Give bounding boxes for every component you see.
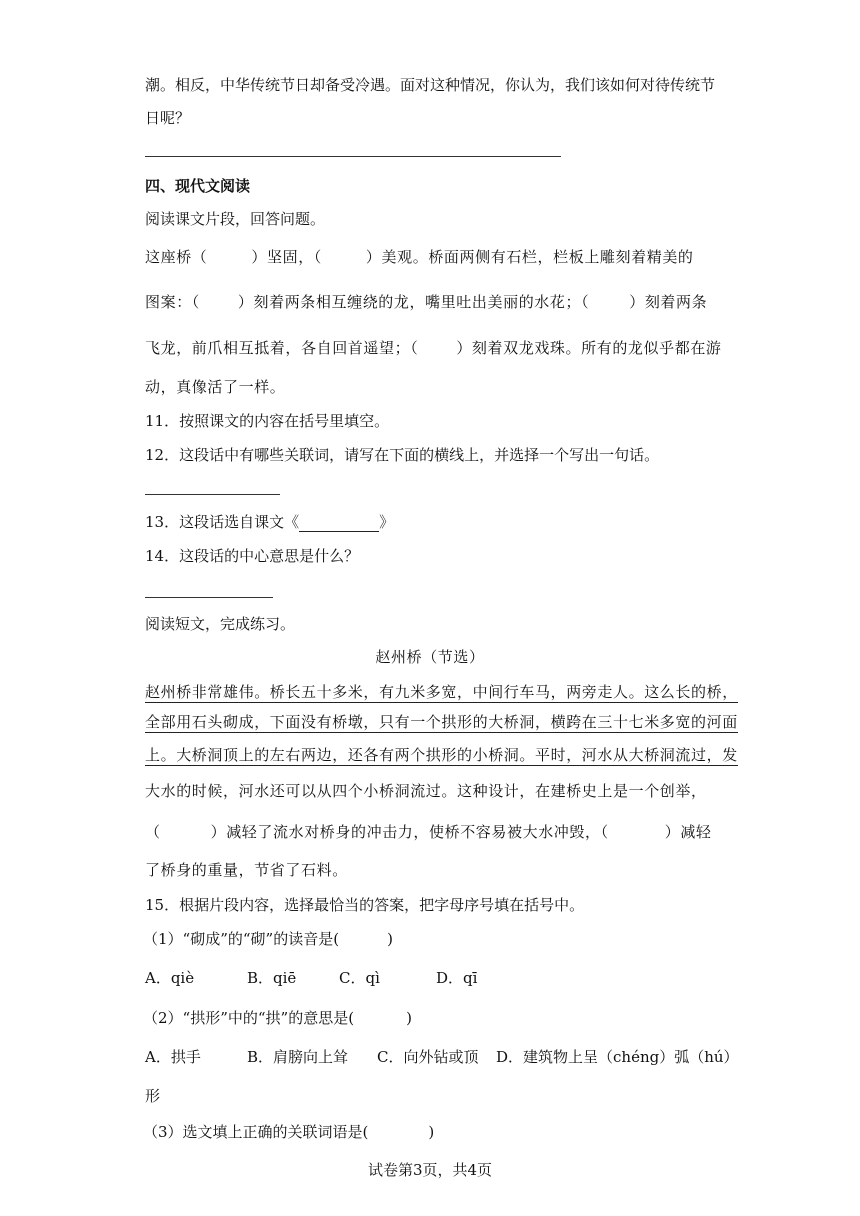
option-d[interactable]: D．qī [436,969,478,987]
answer-line[interactable] [145,494,280,495]
option-c[interactable]: C．向外钻或顶 [377,1048,479,1066]
option-d-wrap: 形 [145,1087,161,1105]
passage-line: （ ）减轻了流水对桥身的冲击力，使桥不容易被大水冲毁，（ ）减轻 [145,823,712,841]
passage-line: 大水的时候，河水还可以从四个小桥洞流过。这种设计，在建桥史上是一个创举， [145,782,707,800]
sub-question-1: （1）“砌成”的“砌”的读音是( ) [143,930,393,948]
passage-line: 了桥身的重量，节省了石料。 [145,861,348,879]
instruction: 阅读短文，完成练习。 [145,615,296,633]
question-12: 12．这段话中有哪些关联词，请写在下面的横线上，并选择一个写出一句话。 [145,446,660,464]
page-footer: 试卷第3页，共4页 [367,1161,493,1179]
passage-line: 动，真像活了一样。 [145,378,286,396]
option-c[interactable]: C．qì [339,969,380,987]
intro-line-1: 潮。相反，中华传统节日却备受冷遇。面对这种情况，你认为，我们该如何对待传统节 [145,76,716,94]
intro-line-2: 日呢？ [145,109,191,127]
instruction: 阅读课文片段，回答问题。 [145,210,326,228]
option-a[interactable]: A．qiè [145,969,195,987]
passage-line: 上。大桥洞顶上的左右两边，还各有两个拱形的小桥洞。平时，河水从大桥洞流过，发 [145,746,738,764]
passage-line: 全部用石头砌成，下面没有桥墩，只有一个拱形的大桥洞，横跨在三十七米多宽的河面 [145,713,738,731]
answer-line[interactable] [145,156,561,157]
passage-line: 这座桥（ ）坚固，（ ）美观。桥面两侧有石栏，栏板上雕刻着精美的 [145,248,694,266]
section-heading: 四、现代文阅读 [145,177,251,195]
option-b[interactable]: B．肩膀向上耸 [247,1048,349,1066]
question-14: 14．这段话的中心意思是什么？ [145,547,360,565]
option-b[interactable]: B．qiē [247,969,297,987]
passage-title: 赵州桥（节选） [375,648,485,666]
passage-line: 图案：（ ）刻着两条相互缠绕的龙，嘴里吐出美丽的水花；（ ）刻着两条 [145,293,708,311]
option-d[interactable]: D．建筑物上呈（chéng）弧（hú） [496,1048,739,1066]
sub-question-3: （3）选文填上正确的关联词语是( ) [143,1123,435,1141]
question-15: 15．根据片段内容，选择最恰当的答案，把字母序号填在括号中。 [145,896,585,914]
answer-line[interactable] [145,597,273,598]
option-a[interactable]: A．拱手 [145,1048,201,1066]
question-13: 13．这段话选自课文《 》 [145,513,395,531]
answer-blank[interactable] [299,515,379,532]
passage-line: 赵州桥非常雄伟。桥长五十多米，有九米多宽，中间行车马，两旁走人。这么长的桥， [145,683,738,701]
question-11: 11．按照课文的内容在括号里填空。 [145,412,390,430]
passage-line: 飞龙，前爪相互抵着，各自回首遥望；（ ）刻着双龙戏珠。所有的龙似乎都在游 [145,339,722,357]
sub-question-2: （2）“拱形”中的“拱”的意思是( ) [143,1009,412,1027]
